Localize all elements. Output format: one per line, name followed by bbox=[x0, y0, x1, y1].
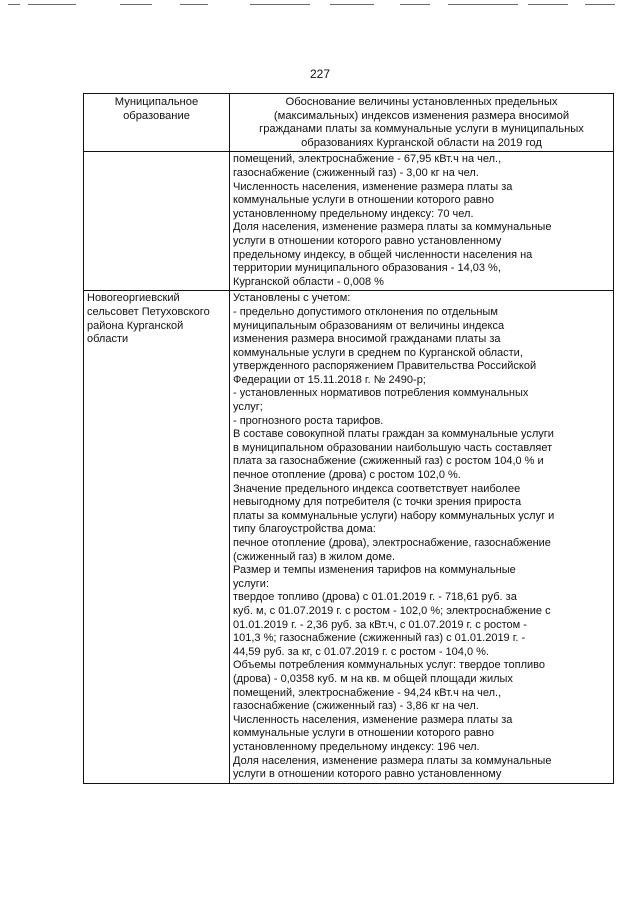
header-municipality bbox=[84, 94, 230, 152]
justification-text-line: платы за коммунальные услуги) набору коммунальных услуг и bbox=[233, 509, 555, 522]
justification-text-line: - установленных нормативов потребления коммунальных bbox=[233, 387, 529, 400]
justification-text-line: Значение предельного индекса соответствует наиболее bbox=[233, 482, 521, 495]
municipality-cell bbox=[84, 291, 230, 783]
justification-text-line: - прогнозного роста тарифов. bbox=[233, 414, 384, 427]
justification-text-line: коммунальные услуги в среднем по Курганской области, bbox=[233, 346, 523, 359]
justification-text-line: (сжиженный газ) в жилом доме. bbox=[233, 550, 396, 563]
header-municipality-line: Муниципальное bbox=[114, 96, 199, 108]
justification-text-line: типу благоустройства дома: bbox=[233, 523, 376, 536]
justification-text-line: куб. м, с 01.07.2019 г. с ростом - 102,0 %; электроснабжение с bbox=[233, 604, 551, 617]
justification-text-line: услуги: bbox=[233, 577, 270, 590]
justification-text-line: Федерации от 15.11.2018 г. № 2490-р; bbox=[233, 373, 426, 386]
justification-text-line: предельному индексу, в общей численности населения на bbox=[233, 248, 533, 261]
table-row bbox=[84, 291, 614, 783]
justification-text-line: газоснабжение (сжиженный газ) - 3,86 кг на чел. bbox=[233, 700, 479, 713]
justification-text-line: Доля населения, изменение размера платы за коммунальные bbox=[233, 754, 552, 767]
justification-text-line: Размер и темпы изменения тарифов на коммунальные bbox=[233, 564, 516, 577]
header-justification-line: (максимальных) индексов изменения размера вносимой bbox=[273, 109, 570, 122]
municipality-cell bbox=[84, 152, 230, 291]
justification-text-line: Доля населения, изменение размера платы за коммунальные bbox=[233, 221, 552, 234]
header-justification-line: гражданами платы за коммунальные услуги в муниципальных bbox=[259, 123, 584, 136]
justification-text-line: плата за газоснабжение (сжиженный газ) с ростом 104,0 % и bbox=[233, 455, 544, 468]
justification-text-line: печное отопление (дрова) с ростом 102,0 %. bbox=[233, 469, 461, 482]
justification-text-line: услуги в отношении которого равно установленному bbox=[233, 234, 502, 247]
justification-cell bbox=[230, 291, 614, 783]
justification-text-line: в муниципальном образовании наибольшую часть составляет bbox=[233, 441, 553, 454]
header-justification bbox=[230, 94, 614, 152]
header-justification-line: Обоснование величины установленных предельных bbox=[285, 96, 558, 108]
justification-text-line: услуги в отношении которого равно установленному bbox=[233, 768, 502, 781]
justification-cell bbox=[230, 152, 614, 291]
justification-text-line: установленному предельному индексу: 196 чел. bbox=[233, 740, 480, 753]
justification-text-line: Численность населения, изменение размера платы за bbox=[233, 180, 513, 193]
justification-text-line: муниципальным образованиям от величины индекса bbox=[233, 319, 505, 332]
justification-text-line: Курганской области - 0,008 % bbox=[233, 275, 384, 288]
table-header-row bbox=[84, 94, 614, 152]
justification-text-line: печное отопление (дрова), электроснабжение, газоснабжение bbox=[233, 537, 551, 549]
municipality-name-line: области bbox=[87, 333, 129, 346]
header-justification-line: образованиях Курганской области на 2019 год bbox=[301, 136, 542, 149]
justification-text-line: Численность населения, изменение размера платы за bbox=[233, 713, 513, 726]
justification-text-line: помещений, электроснабжение - 67,95 кВт.ч на чел., bbox=[233, 153, 502, 166]
justification-text-line: невыгодному для потребителя (с точки зрения прироста bbox=[233, 496, 522, 509]
justification-text-line: Объемы потребления коммунальных услуг: твердое топливо bbox=[233, 659, 546, 672]
justification-text-line: 101,3 %; газоснабжение (сжиженный газ) с 01.01.2019 г. - bbox=[233, 632, 526, 645]
justification-text-line: установленному предельному индексу: 70 чел. bbox=[233, 207, 474, 220]
scan-artifact-top-edge bbox=[0, 0, 640, 8]
justification-text-line: коммунальные услуги в отношении которого равно bbox=[233, 194, 494, 207]
table-row bbox=[84, 152, 614, 291]
justification-text-line: 01.01.2019 г. - 2,36 руб. за кВт.ч, с 01.07.2019 г. с ростом - bbox=[233, 618, 527, 631]
justification-text-line: Установлены с учетом: bbox=[233, 292, 351, 305]
tariff-justification-table bbox=[83, 93, 614, 784]
justification-text-line: В составе совокупной платы граждан за коммунальные услуги bbox=[233, 428, 554, 441]
justification-text-line: территории муниципального образования - 14,03 %, bbox=[233, 262, 501, 275]
justification-text-line: - предельно допустимого отклонения по отдельным bbox=[233, 305, 498, 318]
justification-text-line: коммунальные услуги в отношении которого равно bbox=[233, 727, 494, 740]
justification-text-line: помещений, электроснабжение - 94,24 кВт.ч на чел., bbox=[233, 686, 502, 699]
justification-text-line: (дрова) - 0,0358 куб. м на кв. м общей площади жилых bbox=[233, 672, 513, 685]
justification-text-line: изменения размера вносимой гражданами платы за bbox=[233, 333, 501, 346]
justification-text-line: газоснабжение (сжиженный газ) - 3,00 кг на чел. bbox=[233, 166, 479, 179]
justification-text-line: твердое топливо (дрова) с 01.01.2019 г. - 718,61 руб. за bbox=[233, 591, 517, 604]
municipality-name-line: сельсовет Петуховского bbox=[87, 305, 210, 318]
header-municipality-line: образование bbox=[123, 109, 190, 122]
municipality-name-line: Новогеоргиевский bbox=[87, 292, 180, 305]
justification-text-line: утвержденного распоряжением Правительства Российской bbox=[233, 360, 537, 373]
justification-text-line: 44,59 руб. за кг, с 01.07.2019 г. с ростом - 104,0 %. bbox=[233, 645, 489, 658]
page-number: 227 bbox=[309, 67, 331, 81]
justification-text-line: услуг; bbox=[233, 401, 263, 414]
municipality-name-line: района Курганской bbox=[87, 319, 184, 332]
